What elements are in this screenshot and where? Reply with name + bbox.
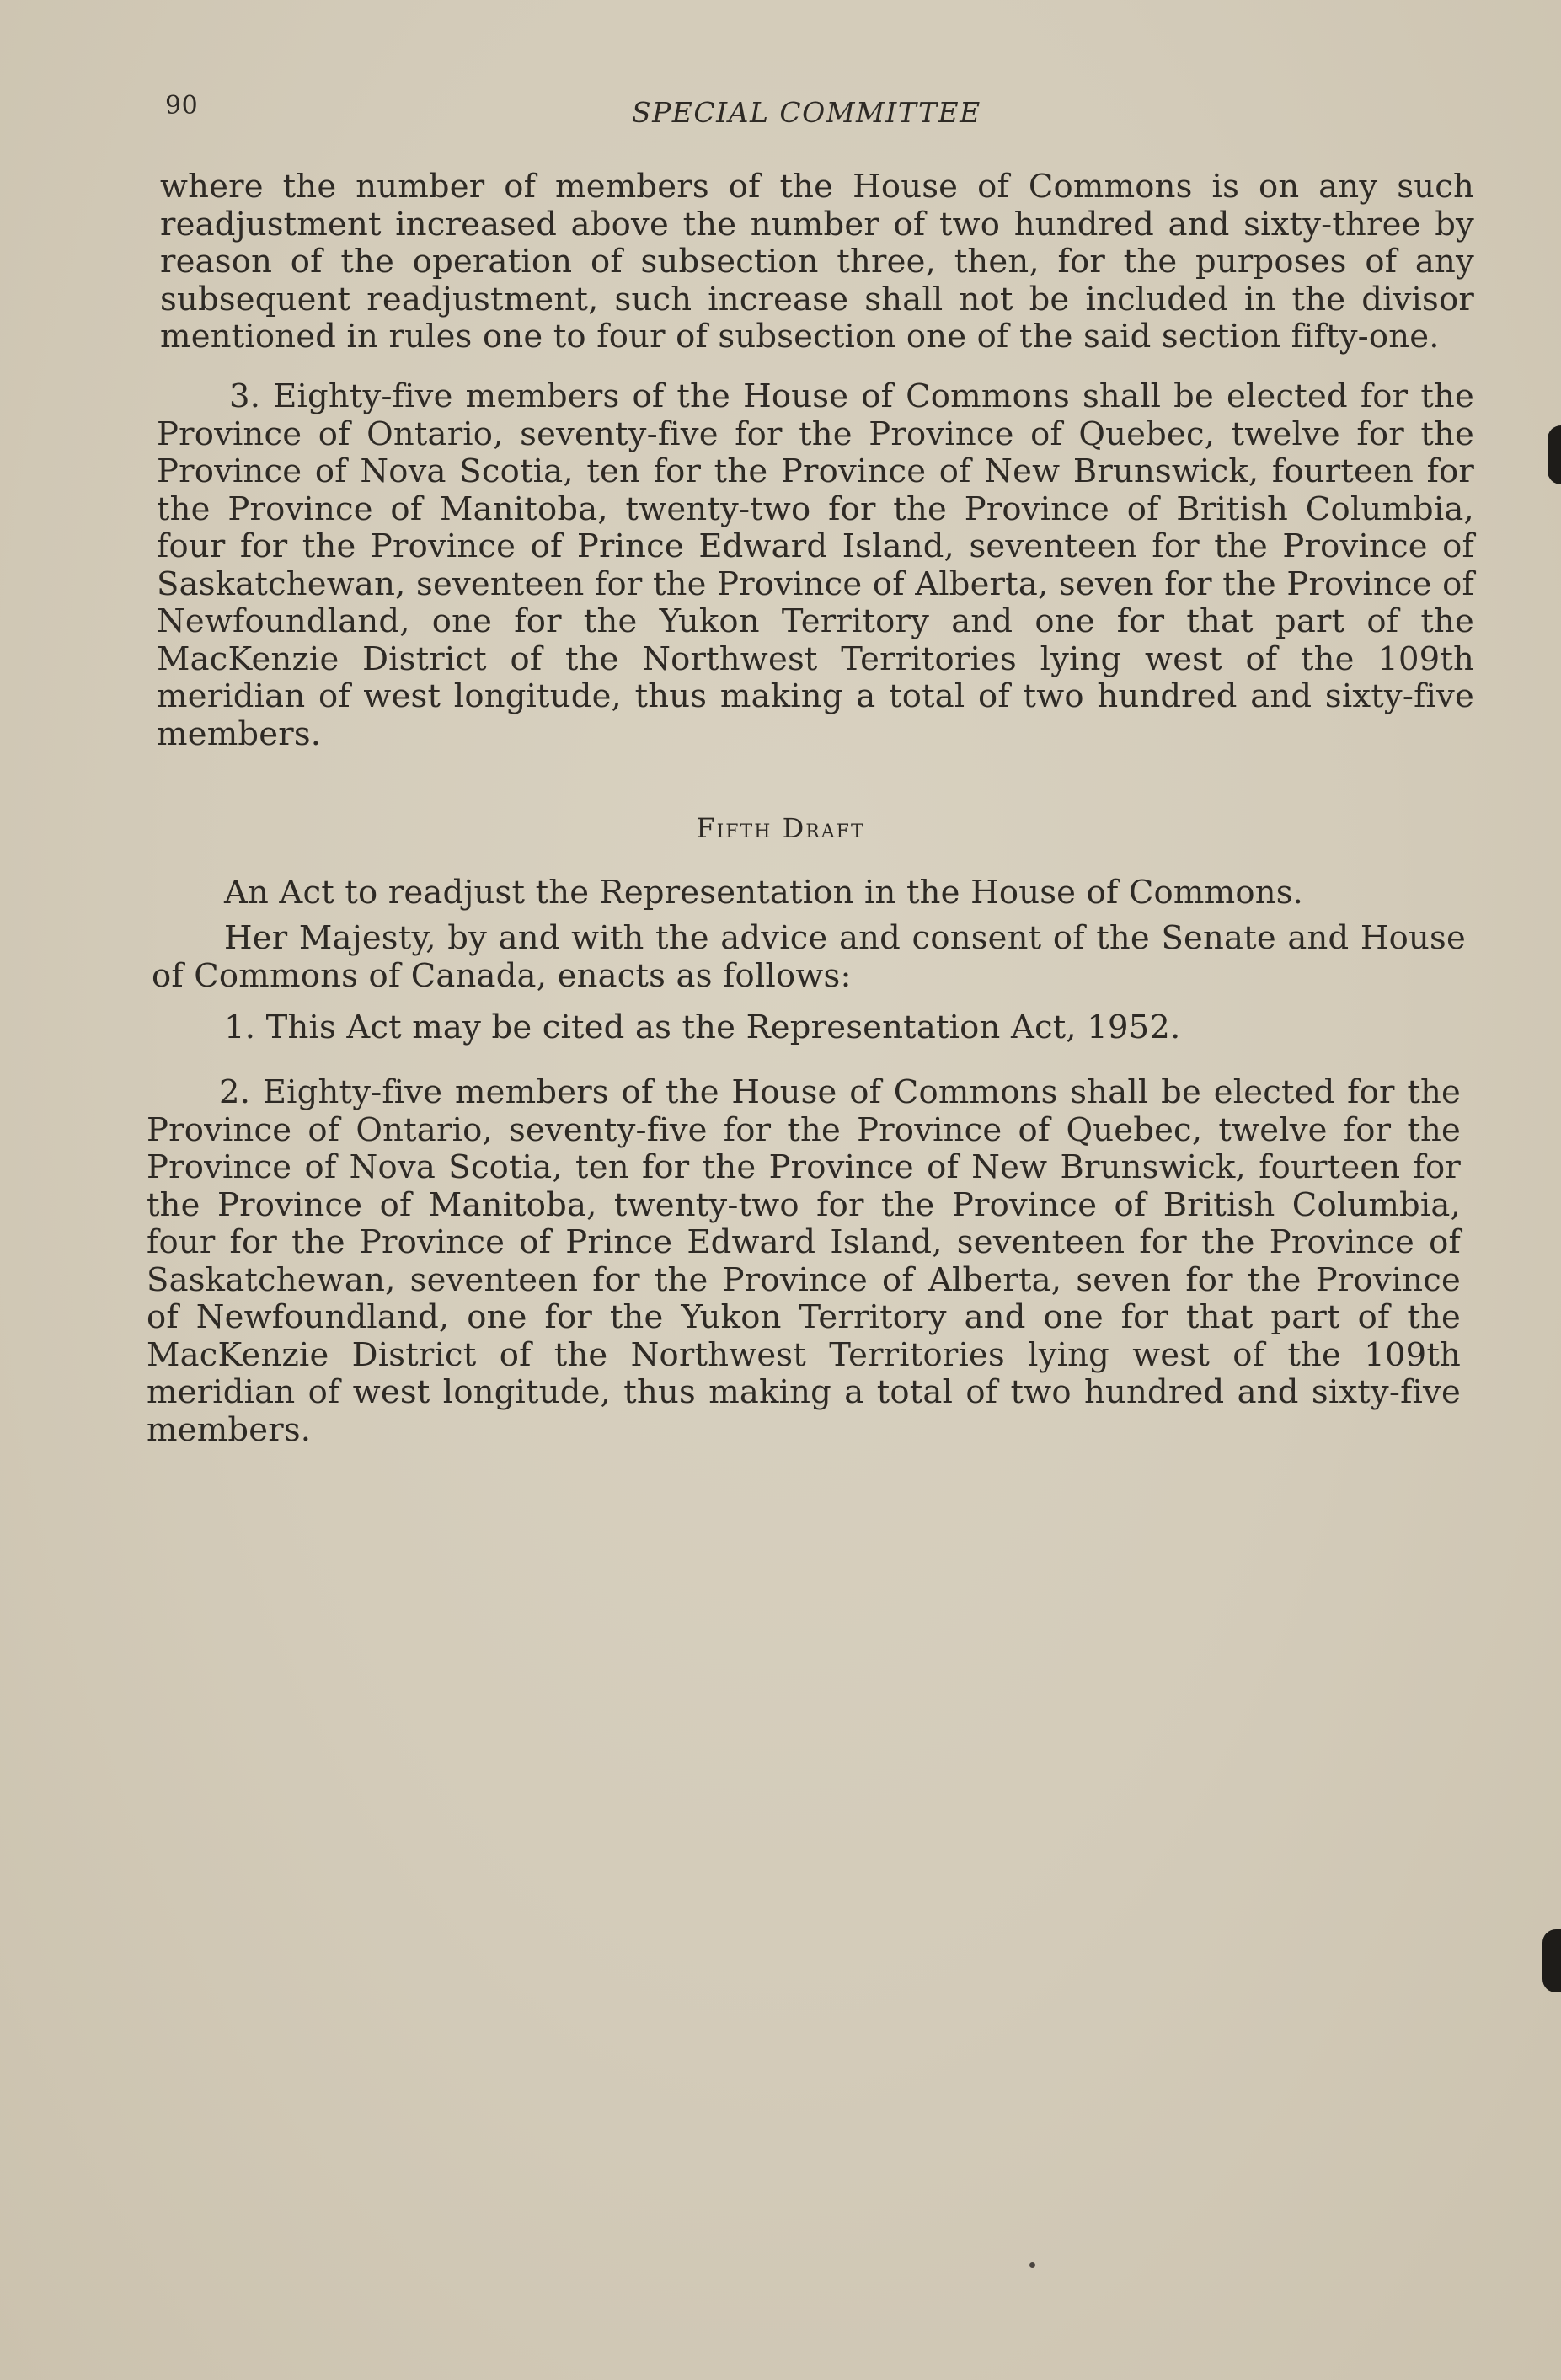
continued-paragraph: where the number of members of the House of Commons is on any such readjustment increased above the number of two hundred and sixty-three by reason of the operation of subsection three, then, for the purposes of any subsequent readjustment, such increase shall not be included in the divisor mentioned in rules one to four of subsection one of the said section fifty-one. <box>160 168 1474 356</box>
running-head: SPECIAL COMMITTEE <box>632 96 981 129</box>
binding-mark-bottom <box>1542 1929 1561 1992</box>
clause-2: 2. Eighty-five members of the House of Commons shall be elected for the Province of Ontario, seventy-five for the Province of Quebec, twelve for the Province of Nova Scotia, ten for the Province of New Brunswick, fourteen for the Province of Manitoba, twenty-two for the Province of British Columbia, four for the Province of Prince Edward Island, seventeen for the Province of Saskatchewan, seventeen for the Province of Alberta, seven for the Province of Newfoundland, one for the Yukon Territory and one for that part of the MacKenzie District of the Northwest Territories lying west of the 109th meridian of west longitude, thus making a total of two hundred and sixty-five members. <box>147 1073 1461 1449</box>
binding-mark-top <box>1548 425 1561 484</box>
paper-speck <box>1029 2262 1035 2268</box>
section-3-paragraph: 3. Eighty-five members of the House of Commons shall be elected for the Province of Ontario, seventy-five for the Province of Quebec, twelve for the Province of Nova Scotia, ten for the Province of New Brunswick, fourteen for the Province of Manitoba, twenty-two for the Province of British Columbia, four for the Province of Prince Edward Island, seventeen for the Province of Saskatchewan, seventeen for the Province of Alberta, seven for the Province of Newfoundland, one for the Yukon Territory and one for that part of the MacKenzie District of the Northwest Territories lying west of the 109th meridian of west longitude, thus making a total of two hundred and sixty-five members. <box>157 377 1474 753</box>
page-number: 90 <box>165 91 199 120</box>
fifth-draft-heading: Fifth Draft <box>696 812 865 844</box>
enacting-clause: Her Majesty, by and with the advice and consent of the Senate and House of Commons of Canada, enacts as follows: <box>152 919 1466 995</box>
clause-1: 1. This Act may be cited as the Representation Act, 1952. <box>224 1008 1181 1046</box>
act-title-line: An Act to readjust the Representation in the House of Commons. <box>224 874 1304 912</box>
